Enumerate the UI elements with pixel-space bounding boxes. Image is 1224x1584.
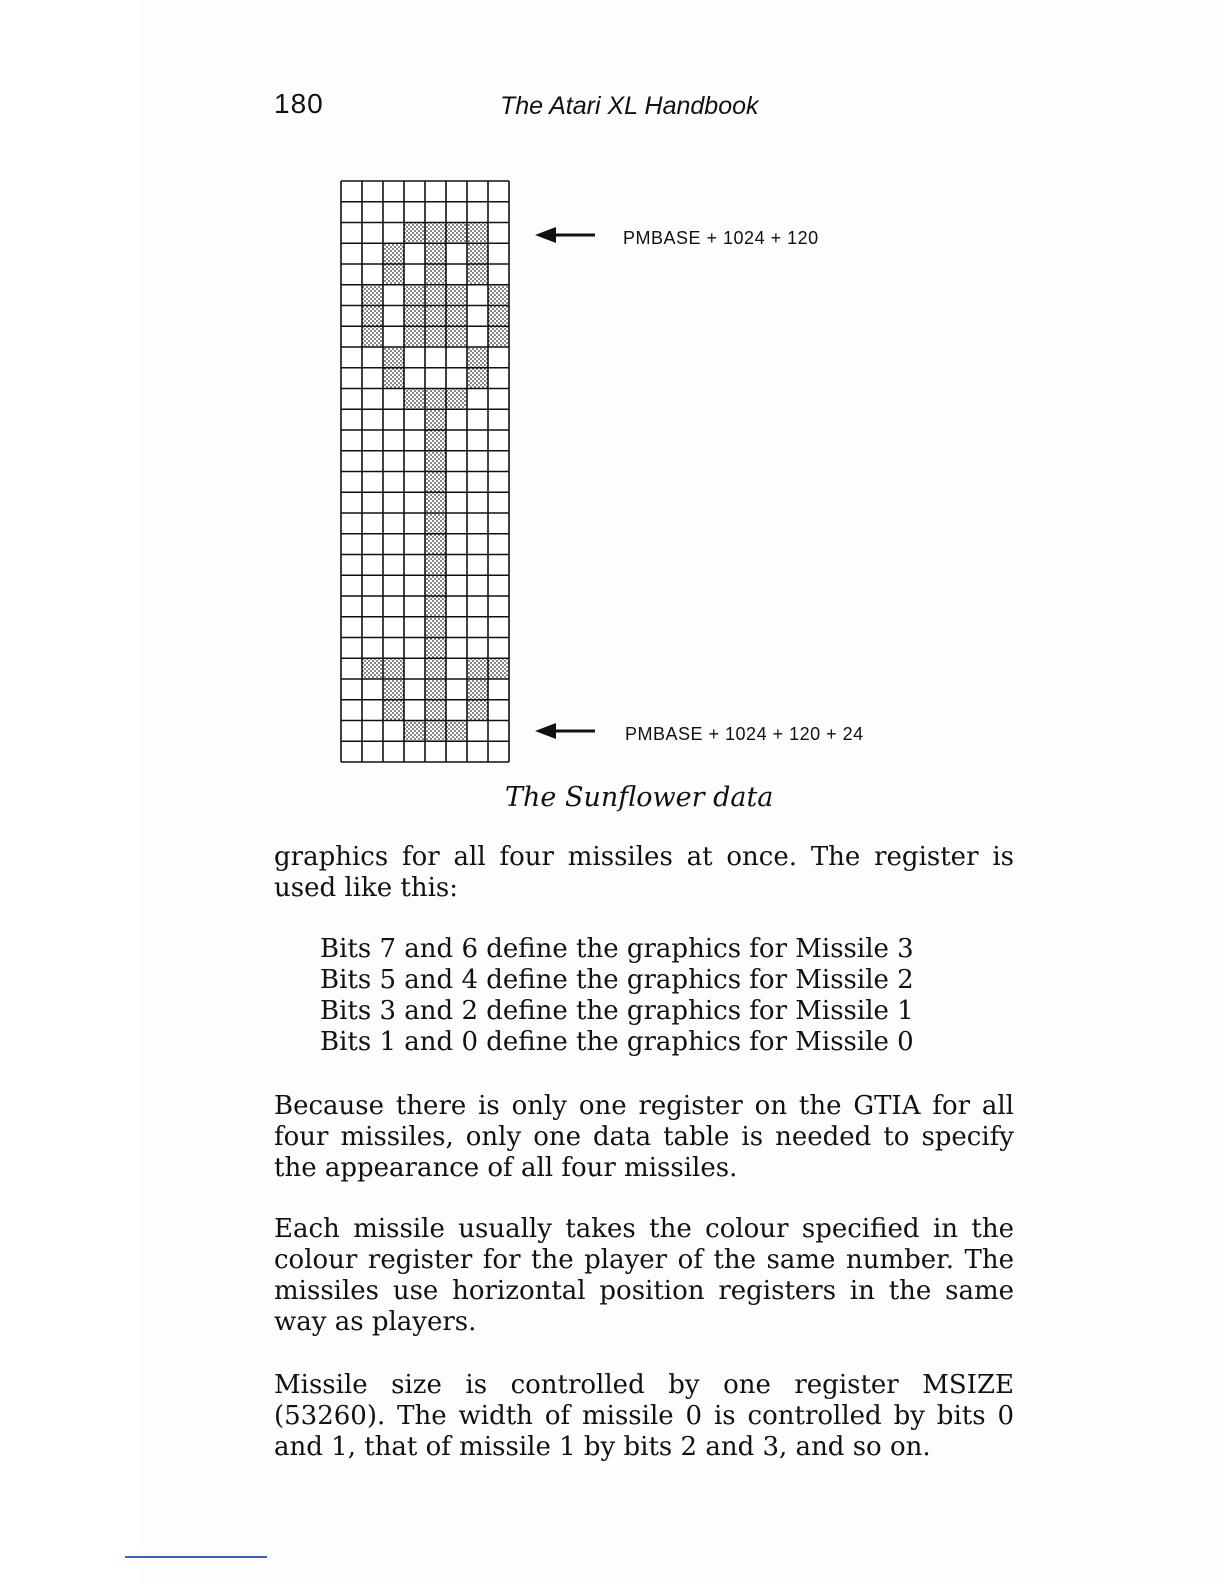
grid-cell-filled (404, 326, 425, 347)
grid-cell-filled (383, 700, 404, 721)
grid-cell-empty (425, 741, 446, 762)
grid-cell-empty (404, 575, 425, 596)
grid-cell-empty (341, 264, 362, 285)
grid-cell-filled (404, 285, 425, 306)
bottom-arrow-icon (535, 723, 595, 739)
grid-cell-filled (425, 638, 446, 659)
grid-cell-empty (467, 513, 488, 534)
grid-cell-empty (362, 596, 383, 617)
paragraph-gtia-register: Because there is only one register on the GTIA for all four missiles, only one data table is needed to specify the appearance of all four missiles. (274, 1091, 1014, 1183)
grid-cell-empty (446, 202, 467, 223)
grid-cell-filled (425, 409, 446, 430)
grid-cell-empty (404, 492, 425, 513)
grid-cell-empty (383, 223, 404, 244)
grid-cell-empty (488, 243, 509, 264)
grid-cell-empty (467, 741, 488, 762)
grid-cell-empty (404, 409, 425, 430)
grid-cell-empty (404, 451, 425, 472)
grid-cell-empty (446, 617, 467, 638)
grid-cell-filled (425, 306, 446, 327)
grid-cell-filled (425, 658, 446, 679)
grid-cell-filled (383, 679, 404, 700)
bit-line: Bits 3 and 2 define the graphics for Missile 1 (320, 996, 914, 1026)
grid-cell-filled (425, 326, 446, 347)
grid-cell-empty (341, 638, 362, 659)
grid-cell-empty (404, 430, 425, 451)
grid-cell-empty (341, 534, 362, 555)
grid-cell-empty (383, 389, 404, 410)
paragraph-missile-colour: Each missile usually takes the colour specified in the colour register for the player of the same number. The missiles use horizontal position registers in the same way as players. (274, 1214, 1014, 1337)
grid-cell-empty (446, 534, 467, 555)
grid-cell-empty (341, 326, 362, 347)
grid-cell-empty (404, 555, 425, 576)
grid-cell-empty (404, 368, 425, 389)
grid-cell-filled (488, 658, 509, 679)
grid-cell-empty (341, 451, 362, 472)
grid-cell-empty (446, 513, 467, 534)
grid-cell-empty (383, 492, 404, 513)
grid-cell-empty (467, 555, 488, 576)
grid-cell-empty (362, 492, 383, 513)
grid-cell-empty (446, 555, 467, 576)
grid-cell-filled (425, 430, 446, 451)
grid-cell-filled (467, 679, 488, 700)
grid-cell-empty (446, 638, 467, 659)
grid-cell-empty (362, 451, 383, 472)
grid-cell-empty (467, 451, 488, 472)
grid-cell-filled (425, 700, 446, 721)
grid-cell-filled (425, 513, 446, 534)
grid-cell-empty (467, 285, 488, 306)
grid-cell-empty (341, 368, 362, 389)
grid-cell-empty (362, 264, 383, 285)
grid-cell-filled (383, 658, 404, 679)
grid-cell-empty (341, 223, 362, 244)
grid-cell-filled (425, 492, 446, 513)
grid-cell-empty (488, 430, 509, 451)
grid-cell-empty (488, 181, 509, 202)
grid-cell-filled (467, 347, 488, 368)
grid-cell-empty (467, 534, 488, 555)
grid-cell-empty (362, 741, 383, 762)
grid-cell-empty (383, 409, 404, 430)
grid-cell-filled (425, 243, 446, 264)
grid-cell-empty (488, 721, 509, 742)
grid-cell-empty (341, 700, 362, 721)
grid-cell-empty (488, 617, 509, 638)
grid-cell-empty (341, 575, 362, 596)
figure-caption: The Sunflower data (505, 782, 774, 813)
grid-cell-filled (446, 306, 467, 327)
grid-cell-filled (383, 264, 404, 285)
grid-cell-filled (404, 389, 425, 410)
grid-cell-empty (425, 368, 446, 389)
grid-cell-filled (425, 555, 446, 576)
grid-cell-empty (341, 596, 362, 617)
grid-cell-empty (488, 389, 509, 410)
bit-definitions-list (320, 934, 914, 1058)
grid-cell-empty (446, 243, 467, 264)
grid-cell-empty (467, 492, 488, 513)
margin-underline-mark (125, 1556, 267, 1558)
grid-cell-filled (425, 534, 446, 555)
grid-cell-empty (362, 368, 383, 389)
grid-cell-empty (467, 306, 488, 327)
grid-cell-empty (383, 513, 404, 534)
grid-cell-empty (383, 741, 404, 762)
grid-cell-filled (404, 223, 425, 244)
grid-cell-empty (488, 534, 509, 555)
grid-cell-filled (425, 389, 446, 410)
grid-cell-empty (362, 223, 383, 244)
grid-cell-empty (446, 492, 467, 513)
grid-cell-filled (425, 575, 446, 596)
grid-cell-filled (404, 306, 425, 327)
grid-cell-empty (446, 451, 467, 472)
grid-cell-filled (425, 285, 446, 306)
grid-cell-empty (404, 638, 425, 659)
paragraph-missile-size: Missile size is controlled by one register MSIZE (53260). The width of missile 0 is controlled by bits 0 and 1, that of missile 1 by bits 2 and 3, and so on. (274, 1370, 1014, 1462)
grid-cell-filled (467, 243, 488, 264)
grid-cell-empty (383, 617, 404, 638)
grid-cell-empty (425, 202, 446, 223)
grid-cell-empty (362, 534, 383, 555)
grid-cell-empty (404, 741, 425, 762)
grid-cell-empty (488, 472, 509, 493)
grid-cell-empty (341, 243, 362, 264)
grid-cell-empty (446, 264, 467, 285)
grid-cell-empty (341, 202, 362, 223)
grid-cell-empty (362, 575, 383, 596)
grid-cell-filled (383, 243, 404, 264)
grid-cell-filled (362, 658, 383, 679)
grid-cell-empty (341, 430, 362, 451)
pmbase-start-label: PMBASE + 1024 + 120 (623, 228, 819, 248)
bit-line: Bits 5 and 4 define the graphics for Missile 2 (320, 965, 914, 995)
grid-cell-empty (341, 389, 362, 410)
grid-cell-empty (488, 368, 509, 389)
grid-cell-filled (425, 264, 446, 285)
grid-cell-filled (362, 306, 383, 327)
grid-cell-empty (404, 658, 425, 679)
grid-cell-empty (383, 472, 404, 493)
grid-cell-empty (383, 202, 404, 223)
grid-cell-empty (383, 534, 404, 555)
grid-cell-empty (341, 555, 362, 576)
grid-cell-empty (467, 181, 488, 202)
grid-cell-empty (446, 575, 467, 596)
grid-cell-empty (446, 700, 467, 721)
grid-cell-filled (467, 700, 488, 721)
grid-cell-empty (488, 223, 509, 244)
grid-cell-filled (425, 223, 446, 244)
grid-cell-filled (362, 285, 383, 306)
grid-cell-empty (488, 202, 509, 223)
grid-cell-empty (488, 264, 509, 285)
bit-line: Bits 7 and 6 define the graphics for Missile 3 (320, 934, 914, 964)
page-number: 180 (274, 88, 324, 119)
grid-cell-filled (467, 368, 488, 389)
grid-cell-filled (446, 326, 467, 347)
grid-cell-empty (362, 700, 383, 721)
grid-cell-empty (341, 409, 362, 430)
grid-cell-filled (383, 368, 404, 389)
grid-cell-empty (383, 451, 404, 472)
grid-cell-empty (404, 617, 425, 638)
grid-cell-empty (383, 326, 404, 347)
grid-cell-empty (488, 492, 509, 513)
grid-cell-filled (425, 472, 446, 493)
grid-cell-empty (488, 741, 509, 762)
grid-cell-empty (488, 679, 509, 700)
grid-cell-filled (425, 451, 446, 472)
grid-cell-empty (383, 285, 404, 306)
grid-cell-empty (362, 202, 383, 223)
grid-cell-empty (404, 534, 425, 555)
grid-cell-empty (383, 555, 404, 576)
grid-cell-empty (362, 409, 383, 430)
grid-cell-empty (383, 575, 404, 596)
grid-cell-empty (467, 596, 488, 617)
grid-cell-empty (467, 575, 488, 596)
grid-cell-empty (488, 555, 509, 576)
grid-cell-empty (362, 513, 383, 534)
grid-cell-empty (404, 243, 425, 264)
grid-cell-empty (488, 347, 509, 368)
grid-cell-empty (488, 596, 509, 617)
grid-cell-empty (404, 202, 425, 223)
grid-cell-empty (404, 347, 425, 368)
grid-cell-filled (467, 223, 488, 244)
grid-cell-empty (488, 638, 509, 659)
grid-cell-filled (404, 721, 425, 742)
grid-cell-empty (425, 347, 446, 368)
grid-cell-empty (467, 430, 488, 451)
grid-cell-empty (446, 409, 467, 430)
grid-cell-filled (488, 285, 509, 306)
grid-cell-empty (404, 513, 425, 534)
grid-cell-empty (488, 409, 509, 430)
grid-cell-empty (362, 430, 383, 451)
grid-cell-empty (341, 679, 362, 700)
grid-cell-filled (446, 389, 467, 410)
grid-cell-empty (404, 700, 425, 721)
grid-cell-empty (446, 368, 467, 389)
grid-cell-filled (446, 285, 467, 306)
grid-cell-empty (362, 617, 383, 638)
grid-cell-empty (383, 306, 404, 327)
grid-cell-empty (488, 700, 509, 721)
grid-cell-empty (446, 347, 467, 368)
grid-cell-empty (341, 306, 362, 327)
grid-cell-filled (362, 326, 383, 347)
grid-cell-empty (341, 347, 362, 368)
grid-cell-filled (446, 721, 467, 742)
grid-cell-filled (446, 223, 467, 244)
grid-cell-empty (467, 721, 488, 742)
grid-cell-empty (467, 389, 488, 410)
grid-cell-empty (362, 347, 383, 368)
grid-cell-empty (488, 451, 509, 472)
grid-cell-filled (425, 679, 446, 700)
grid-cell-filled (488, 326, 509, 347)
grid-cell-empty (425, 181, 446, 202)
grid-cell-empty (467, 409, 488, 430)
grid-cell-empty (446, 472, 467, 493)
grid-cell-filled (383, 347, 404, 368)
grid-cell-empty (341, 658, 362, 679)
grid-cell-empty (341, 721, 362, 742)
grid-cell-filled (425, 721, 446, 742)
grid-cell-empty (362, 555, 383, 576)
grid-cell-empty (467, 326, 488, 347)
grid-cell-empty (362, 181, 383, 202)
pmbase-end-label: PMBASE + 1024 + 120 + 24 (625, 724, 864, 744)
grid-cell-empty (446, 658, 467, 679)
grid-cell-empty (404, 264, 425, 285)
grid-cell-empty (446, 679, 467, 700)
bit-line: Bits 1 and 0 define the graphics for Missile 0 (320, 1027, 914, 1057)
grid-cell-empty (467, 472, 488, 493)
grid-cell-filled (488, 306, 509, 327)
grid-cell-empty (383, 181, 404, 202)
grid-cell-filled (425, 596, 446, 617)
grid-cell-empty (488, 575, 509, 596)
grid-cell-filled (425, 617, 446, 638)
grid-cell-empty (341, 181, 362, 202)
top-arrow-icon (535, 227, 595, 243)
grid-cell-empty (341, 492, 362, 513)
grid-cell-empty (362, 721, 383, 742)
grid-cell-empty (362, 389, 383, 410)
paragraph-register-intro: graphics for all four missiles at once. The register is used like this: (274, 842, 1014, 903)
grid-cell-empty (404, 596, 425, 617)
grid-cell-empty (488, 513, 509, 534)
grid-cell-empty (341, 741, 362, 762)
grid-cell-filled (467, 658, 488, 679)
grid-cell-empty (404, 472, 425, 493)
grid-cell-empty (383, 596, 404, 617)
grid-cell-filled (467, 264, 488, 285)
grid-cell-empty (383, 638, 404, 659)
grid-cell-empty (341, 472, 362, 493)
grid-cell-empty (362, 679, 383, 700)
grid-cell-empty (404, 679, 425, 700)
grid-cell-empty (362, 638, 383, 659)
grid-cell-empty (467, 202, 488, 223)
running-header-title: The Atari XL Handbook (500, 92, 759, 120)
grid-cell-empty (467, 617, 488, 638)
grid-cell-empty (467, 638, 488, 659)
grid-cell-empty (446, 596, 467, 617)
grid-cell-empty (446, 181, 467, 202)
grid-cell-empty (341, 513, 362, 534)
grid-cell-empty (341, 285, 362, 306)
grid-cell-empty (341, 617, 362, 638)
grid-cell-empty (383, 721, 404, 742)
grid-cell-empty (362, 472, 383, 493)
grid-cell-empty (446, 430, 467, 451)
grid-cell-empty (446, 741, 467, 762)
grid-cell-empty (383, 430, 404, 451)
grid-cell-empty (404, 181, 425, 202)
grid-cell-empty (362, 243, 383, 264)
